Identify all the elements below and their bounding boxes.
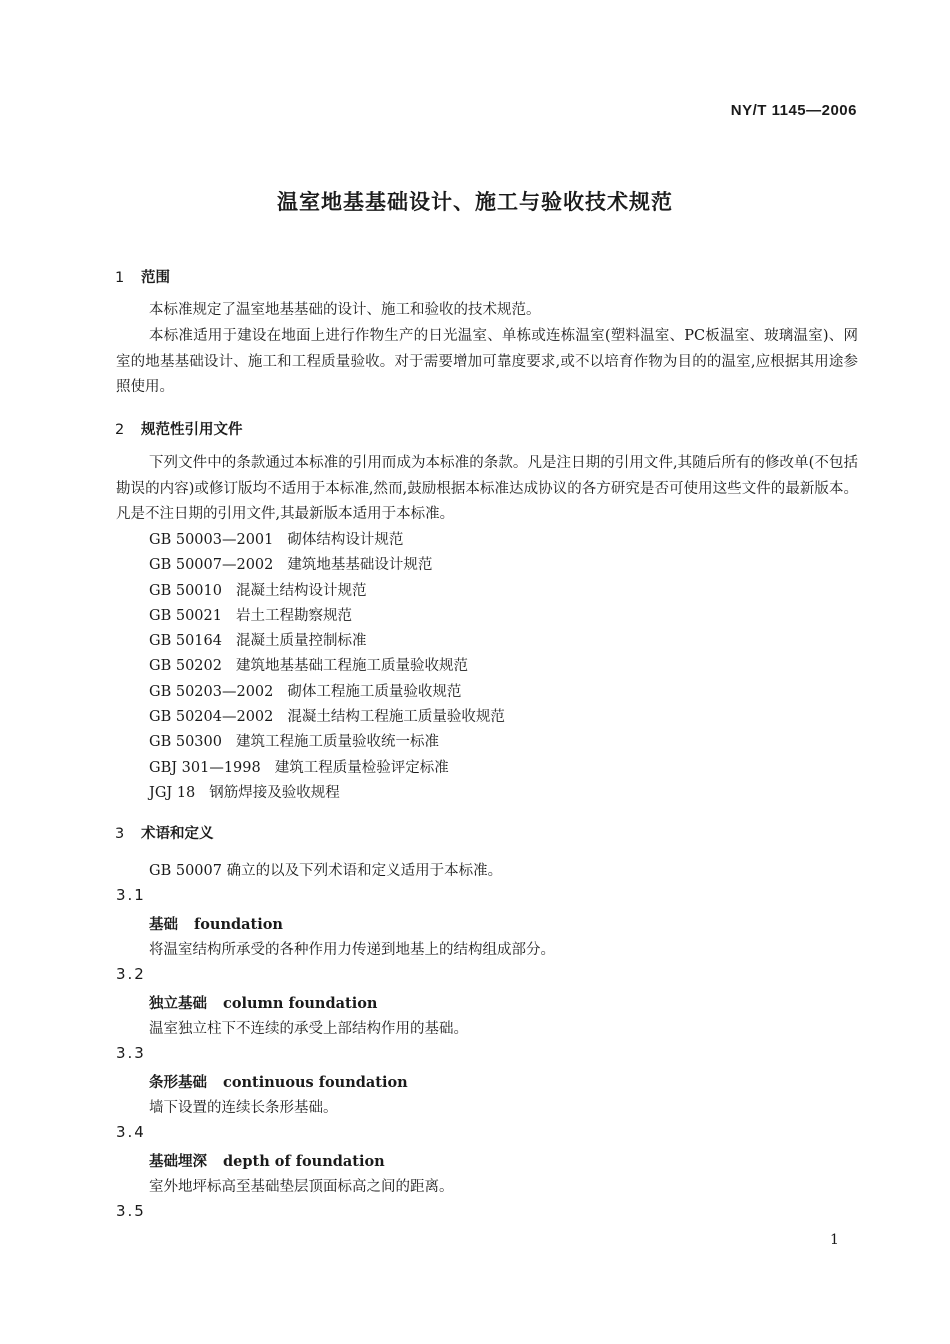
term-entry — [149, 1071, 408, 1092]
term-entry — [149, 913, 283, 934]
term-definition: 将温室结构所承受的各种作用力传递到地基上的结构组成部分。 — [149, 942, 555, 958]
term-definition: 温室独立柱下不连续的承受上部结构作用的基础。 — [149, 1021, 468, 1037]
term-english: foundation — [194, 916, 283, 933]
section-2-paragraph: 下列文件中的条款通过本标准的引用而成为本标准的条款。凡是注日期的引用文件,其随后所有的修改单(不包括勘误的内容)或修订版均不适用于本标准,然而,鼓励根据本标准达成协议的各方研究是否可使用这些文件的最新版本。凡是不注日期的引用文件,其最新版本适用于本标准。 — [116, 455, 858, 522]
reference-code: GB 50164 — [149, 633, 222, 650]
section-number: 1 — [115, 270, 125, 286]
term-english: continuous foundation — [223, 1074, 408, 1091]
reference-item — [149, 629, 505, 654]
reference-item — [149, 654, 505, 679]
reference-name: 建筑地基基础工程施工质量验收规范 — [235, 658, 468, 675]
clause-number: 3.5 — [116, 1202, 146, 1220]
reference-code: GB 50021 — [149, 607, 222, 624]
section-2-heading — [115, 418, 243, 439]
reference-code: GB 50300 — [149, 734, 222, 751]
term-english: column foundation — [223, 995, 378, 1012]
term-chinese: 基础埋深 — [149, 1154, 207, 1170]
section-3-heading — [115, 822, 214, 843]
standard-number: NY/T 1145—2006 — [730, 102, 857, 119]
reference-code: GB 50204—2002 — [149, 709, 274, 726]
clause-number: 3.4 — [116, 1123, 146, 1141]
reference-item — [149, 756, 505, 781]
reference-name: 建筑地基基础设计规范 — [287, 557, 433, 574]
section-3-intro: GB 50007 确立的以及下列术语和定义适用于本标准。 — [149, 863, 503, 879]
reference-name: 混凝土质量控制标准 — [235, 633, 367, 650]
reference-code: GBJ 301—1998 — [149, 759, 261, 776]
section-number: 2 — [115, 422, 125, 438]
term-chinese: 基础 — [149, 917, 178, 933]
section-title: 范围 — [141, 270, 170, 286]
reference-item — [149, 579, 505, 604]
document-title: 温室地基基础设计、施工与验收技术规范 — [277, 190, 673, 214]
section-1-paragraph-2: 本标准适用于建设在地面上进行作物生产的日光温室、单栋或连栋温室(塑料温室、PC板温室、玻璃温室)、网室的地基基础设计、施工和工程质量验收。对于需要增加可靠度要求,或不以培育作物为目的的温室,应根据其用途参照使用。 — [116, 328, 858, 395]
reference-item — [149, 528, 505, 553]
page-number: 1 — [830, 1232, 839, 1248]
reference-name: 混凝土结构设计规范 — [235, 582, 367, 599]
reference-item — [149, 604, 505, 629]
reference-name: 岩土工程勘察规范 — [235, 607, 352, 624]
clause-number: 3.1 — [116, 886, 146, 904]
reference-name: 砌体工程施工质量验收规范 — [287, 683, 462, 700]
reference-item — [149, 730, 505, 755]
reference-name: 混凝土结构工程施工质量验收规范 — [287, 709, 505, 726]
reference-name: 砌体结构设计规范 — [287, 532, 404, 548]
term-definition: 墙下设置的连续长条形基础。 — [149, 1100, 338, 1116]
reference-item — [149, 553, 505, 578]
clause-number: 3.3 — [116, 1044, 146, 1062]
reference-code: GB 50007—2002 — [149, 557, 274, 574]
reference-item — [149, 781, 505, 806]
reference-code: GB 50003—2001 — [149, 532, 274, 548]
reference-code: JGJ 18 — [149, 784, 196, 801]
reference-name: 建筑工程施工质量验收统一标准 — [235, 734, 439, 751]
reference-code: GB 50202 — [149, 658, 222, 675]
term-definition: 室外地坪标高至基础垫层顶面标高之间的距离。 — [149, 1179, 454, 1195]
section-title: 术语和定义 — [141, 826, 214, 842]
reference-name: 钢筋焊接及验收规程 — [209, 784, 340, 801]
reference-code: GB 50203—2002 — [149, 683, 274, 700]
reference-code: GB 50010 — [149, 582, 222, 599]
reference-name: 建筑工程质量检验评定标准 — [274, 759, 449, 776]
clause-number: 3.2 — [116, 965, 146, 983]
term-entry — [149, 1150, 385, 1171]
term-entry — [149, 992, 377, 1013]
normative-references-list — [149, 528, 505, 806]
reference-item — [149, 680, 505, 705]
section-title: 规范性引用文件 — [141, 422, 243, 438]
term-chinese: 条形基础 — [149, 1075, 207, 1091]
section-1-heading — [115, 266, 170, 287]
reference-item — [149, 705, 505, 730]
section-1-paragraph-1: 本标准规定了温室地基基础的设计、施工和验收的技术规范。 — [149, 302, 541, 318]
section-number: 3 — [115, 826, 125, 842]
term-chinese: 独立基础 — [149, 996, 207, 1012]
term-english: depth of foundation — [223, 1153, 385, 1170]
